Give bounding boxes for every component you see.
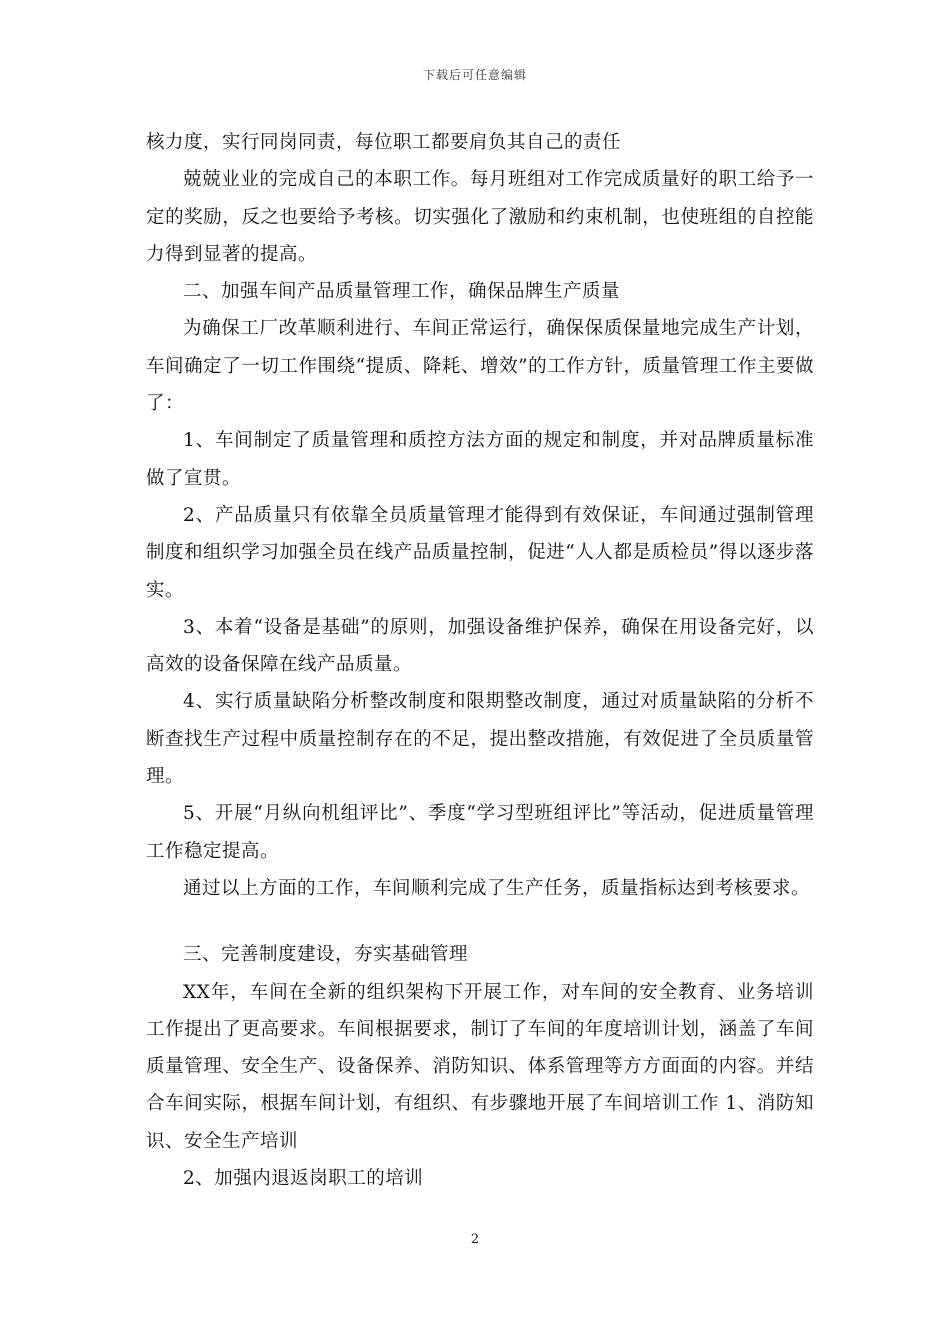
page-header-note: 下载后可任意编辑	[422, 68, 527, 82]
list-item-training-2: 2、加强内退返岗职工的培训	[183, 1168, 424, 1190]
section-heading-quality-management: 二、加强车间产品质量管理工作，确保品牌生产质量	[183, 281, 621, 303]
list-item-5: 5、开展“月纵向机组评比”、季度“学习型班组评比”等活动，促进质量管理工作稳定提高。	[146, 803, 814, 862]
document-body	[146, 124, 814, 1197]
paragraph-continuation: 核力度，实行同岗同责，每位职工都要肩负其自己的责任	[146, 132, 622, 153]
paragraph-training-plan: XX年，车间在全新的组织架构下开展工作，对车间的安全教育、业务培训工作提出了更高要求。车间根据要求，制订了车间的年度培训计划，涵盖了车间质量管理、安全生产、设备保养、消防知识、体系管理等方方面面的内容。并结合车间实际，根据车间计划，有组织、有步骤地开展了车间培训工作 1、消防知识、安全生产培训	[146, 981, 814, 1152]
paragraph-gap	[146, 907, 814, 936]
list-item-4: 4、实行质量缺陷分析整改制度和限期整改制度，通过对质量缺陷的分析不断查找生产过程中质量控制存在的不足，提出整改措施，有效促进了全员质量管理。	[146, 691, 814, 788]
page-number: 2	[470, 1232, 480, 1247]
paragraph-team-incentive: 兢兢业业的完成自己的本职工作。每月班组对工作完成质量好的职工给予一定的奖励，反之也要给予考核。切实强化了激励和约束机制，也使班组的自控能力得到显著的提高。	[146, 169, 814, 265]
section-heading-system-building: 三、完善制度建设，夯实基础管理	[183, 944, 469, 966]
list-item-2: 2、产品质量只有依靠全员质量管理才能得到有效保证，车间通过强制管理制度和组织学习加强全员在线产品质量控制，促进“人人都是质检员”得以逐步落实。	[146, 504, 814, 601]
paragraph-quality-policy: 为确保工厂改革顺利进行、车间正常运行，确保保质保量地完成生产计划，车间确定了一切工作围绕“提质、降耗、增效”的工作方针，质量管理工作主要做了：	[146, 318, 814, 415]
list-item-1: 1、车间制定了质量管理和质控方法方面的规定和制度，并对品牌质量标准做了宣贯。	[146, 430, 814, 489]
list-item-3: 3、本着“设备是基础”的原则，加强设备维护保养，确保在用设备完好，以高效的设备保障在线产品质量。	[146, 616, 814, 676]
paragraph-summary: 通过以上方面的工作，车间顺利完成了生产任务，质量指标达到考核要求。	[183, 877, 811, 899]
